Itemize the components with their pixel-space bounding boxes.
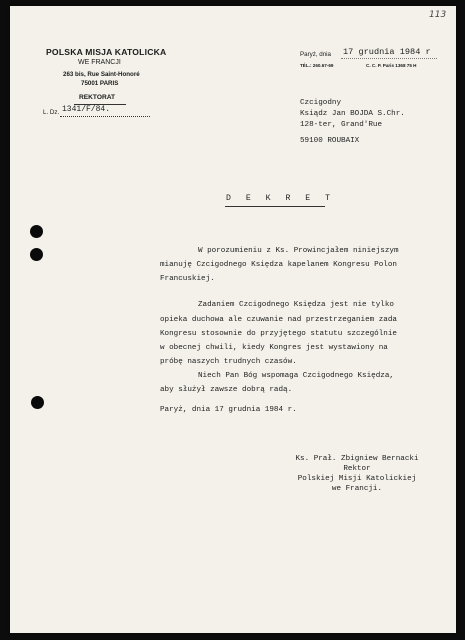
telephone: TÉL.: 260.67-69	[300, 63, 334, 68]
ref-dotted-line	[60, 116, 150, 117]
signatory-country: we Francji.	[331, 485, 383, 493]
signature-block	[278, 454, 436, 494]
signatory-name: Ks. Prał. Zbigniew Bernacki	[295, 455, 419, 463]
ref-label: L. Dz.	[43, 109, 60, 116]
postal-account: C. C. P. Paris 1368 75 H	[366, 63, 417, 68]
paragraph-line: Kongresu stosownie do przyjętego statutu szczególnie	[160, 330, 397, 338]
letter-date: 17 grudnia 1984 r	[343, 47, 431, 57]
page-number: 113	[429, 10, 447, 20]
closing-date: Paryż, dnia 17 grudnia 1984 r.	[160, 406, 297, 414]
punch-hole	[31, 396, 44, 409]
org-address-street: 263 bis, Rue Saint-Honoré	[63, 71, 140, 78]
paragraph-line: opieka duchowa ale czuwanie nad przestrzeganiem zada	[160, 316, 397, 324]
paragraph-line: Zadaniem Czcigodnego Księdza jest nie tylko	[198, 301, 394, 309]
addressee-line: 128-ter, Grand'Rue	[300, 121, 383, 129]
document-page	[10, 6, 456, 633]
org-address-city: 75001 PARIS	[81, 80, 119, 87]
addressee-line: Czcigodny	[300, 99, 342, 107]
punch-hole	[30, 225, 43, 238]
paragraph-line: W porozumieniu z Ks. Prowincjałem niniejszym	[198, 247, 399, 255]
org-country: WE FRANCJI	[78, 59, 121, 66]
rektorat-label: REKTORAT	[79, 94, 116, 101]
paragraph-line: mianuję Czcigodnego Księdza kapelanem Kongresu Polon	[160, 261, 397, 269]
punch-hole	[30, 248, 43, 261]
signatory-title: Rektor	[343, 465, 371, 473]
place-label: Paryż, dnia	[300, 51, 331, 58]
paragraph-line: aby służył zawsze dobrą radą.	[160, 386, 293, 394]
paragraph-line: Niech Pan Bóg wspomaga Czcigodnego Księdza,	[198, 372, 394, 380]
org-name: POLSKA MISJA KATOLICKA	[46, 47, 167, 57]
addressee-line: 59100 ROUBAIX	[300, 137, 360, 145]
signatory-org: Polskiej Misji Katolickiej	[297, 475, 417, 483]
title-underline	[225, 206, 325, 207]
paragraph-line: w obecnej chwili, kiedy Kongres jest wystawiony na	[160, 344, 388, 352]
addressee-line: Ksiądz Jan BOJDA S.Chr.	[300, 110, 405, 118]
date-dotted-line	[341, 58, 437, 59]
paragraph-line: Francuskiej.	[160, 275, 215, 283]
document-title: D E K R E T	[226, 194, 336, 203]
paragraph-line: próbę naszych trudnych czasów.	[160, 358, 297, 366]
ref-number: 1341/F/84.	[62, 105, 111, 114]
